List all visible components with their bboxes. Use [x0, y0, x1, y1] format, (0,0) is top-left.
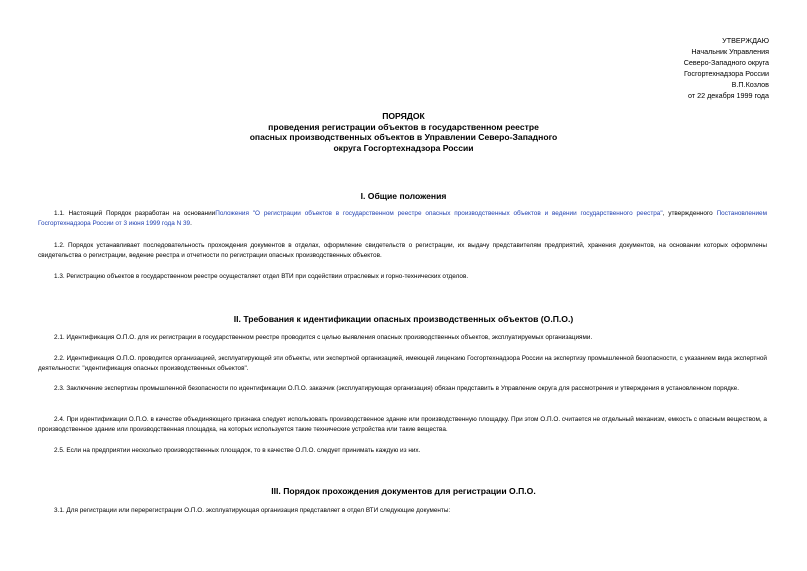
- document-title: [0, 111, 807, 153]
- paragraph-text: 2.4. При идентификации О.П.О. в качестве объединяющего признака следует использовать производственное здание или производственную площадку. При этом О.П.О. считается не отдельный механизм, емкость с опасным веществом, а производственное здание или производственная площадка, на которых используется такие технические устройства или такие вещества.: [38, 416, 767, 434]
- paragraph-text: 2.3. Заключение экспертизы промышленной безопасности по идентификации О.П.О. заказчик (эксплуатирующая организация) обязан представить в Управление округа для рассмотрения и утверждения в установленном порядке.: [54, 385, 740, 392]
- title-line: ПОРЯДОК: [382, 111, 425, 121]
- paragraph-2-3: [38, 384, 767, 394]
- approval-block: [629, 36, 769, 101]
- approval-line: от 22 декабря 1999 года: [687, 90, 769, 100]
- paragraph-2-2: [38, 354, 767, 374]
- paragraph-2-1: [38, 333, 767, 343]
- approval-line: Начальник Управления: [691, 46, 769, 56]
- section-heading-3: III. Порядок прохождения документов для регистрации О.П.О.: [271, 486, 536, 496]
- paragraph-text: .: [190, 220, 192, 228]
- paragraph-text: 1.3. Регистрацию объектов в государственном реестре осуществляет отдел ВТИ при содействии отраслевых и горно-технических отделов.: [54, 273, 469, 280]
- paragraph-1-1: [38, 209, 767, 229]
- title-line: проведения регистрации объектов в государственном реестре: [268, 121, 539, 132]
- approval-line: В.П.Козлов: [731, 79, 769, 89]
- section-heading-1: I. Общие положения: [360, 191, 447, 201]
- approval-line: УТВЕРЖДАЮ: [722, 36, 769, 45]
- paragraph-1-2: [38, 241, 767, 261]
- paragraph-3-1: [38, 506, 767, 516]
- section-heading-2: II. Требования к идентификации опасных производственных объектов (О.П.О.): [233, 314, 574, 324]
- paragraph-text: , утвержденного: [662, 210, 713, 217]
- paragraph-text: 2.5. Если на предприятии несколько производственных площадок, то в качестве О.П.О. следует принимать каждую из них.: [54, 447, 421, 454]
- paragraph-text: 2.1. Идентификация О.П.О. для их регистрации в государственном реестре проводится с целью выявления опасных производственных объектов, эксплуатируемых организациями.: [54, 334, 593, 341]
- approval-line: Госгортехнадзора России: [683, 68, 769, 78]
- paragraph-text: 1.2. Порядок устанавливает последовательность прохождения документов в отделах, оформление свидетельств о регистрации, их выдачу представителям предприятий, хранения документов, на основании которых оформлены свидетельства о регистрации, ведение реестра и отчетности по регистрации опасных производственных объектов.: [38, 242, 767, 260]
- paragraph-1-3: [38, 272, 767, 282]
- paragraph-text: 2.2. Идентификация О.П.О. проводится организацией, эксплуатирующей эти объекты, или экспертной организацией, имеющей лицензию Госгортехнадзора России на экспертизу промышленной безопасности, с указанием вида экспертной деятельности: "идентификация опасных производственных объектов".: [38, 355, 767, 373]
- title-line: опасных производственных объектов в Управлении Северо-Западного: [249, 132, 558, 143]
- title-line: округа Госгортехнадзора России: [333, 142, 474, 153]
- paragraph-2-5: [38, 446, 767, 456]
- approval-line: Северо-Западного округа: [683, 57, 769, 67]
- paragraph-text: 1.1. Настоящий Порядок разработан на основании: [54, 210, 216, 217]
- regulation-link[interactable]: Положения "О регистрации объектов в государственном реестре опасных производственных объектов и ведении государственного реестра": [215, 210, 663, 217]
- paragraph-2-4: [38, 415, 767, 435]
- paragraph-text: 3.1. Для регистрации или перерегистрации О.П.О. эксплуатирующая организация представляет в отдел ВТИ следующие документы:: [54, 507, 451, 514]
- resolution-link[interactable]: Постановлением Госгортехнадзора России от 3 июня 1999 года N 39: [38, 210, 767, 228]
